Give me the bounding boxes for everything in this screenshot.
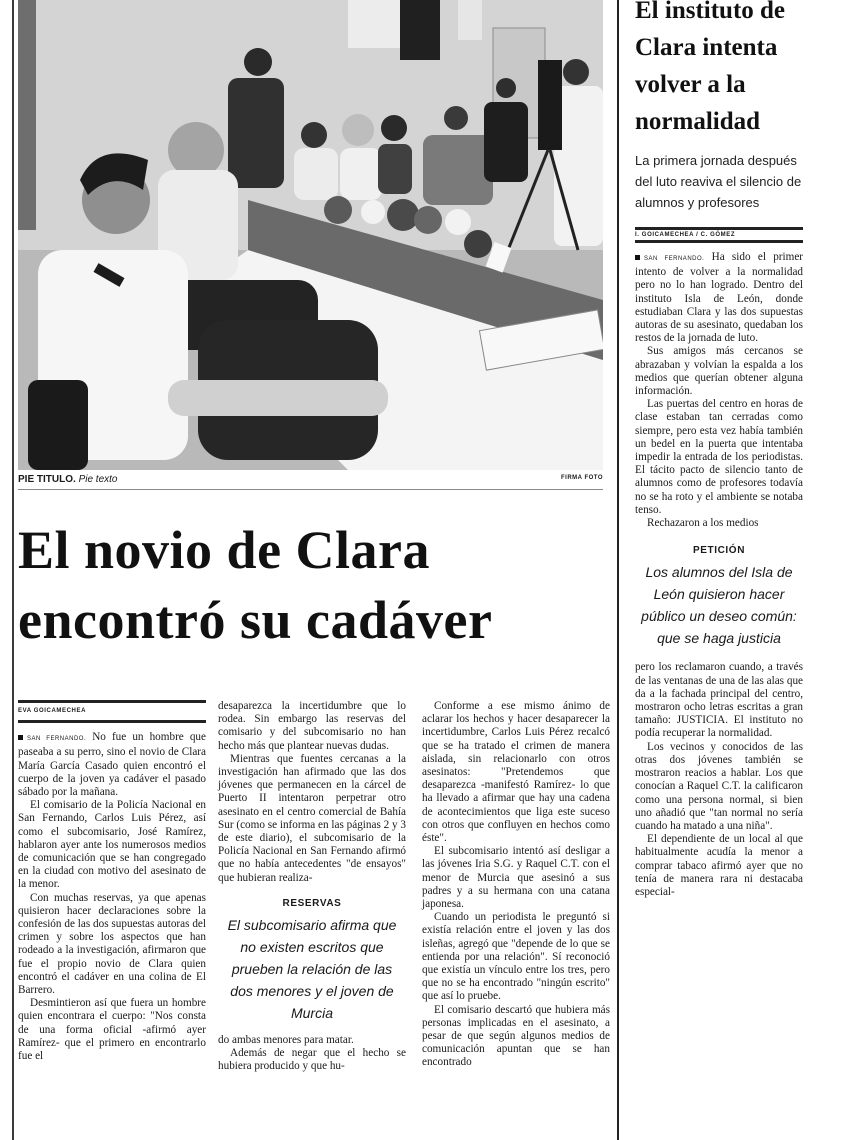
article-paragraph: do ambas menores para matar. <box>218 1034 354 1047</box>
sidebar-article <box>635 0 803 899</box>
article-paragraph <box>18 731 206 799</box>
sidebar-paragraph: Rechazaron a los medios <box>647 517 759 530</box>
bullet-icon <box>635 255 640 260</box>
paragraph-text: No fue un hombre que paseaba a su perro, sino el novio de Clara María García Casado quien encontró el cuerpo de la joven ya cadáver el pasado sábado por la mañana. <box>18 731 206 799</box>
main-headline: El novio de Clara encontró su cadáver <box>18 520 493 650</box>
sidebar-paragraph: Las puertas del centro en horas de clase estaban tan cerradas como siempre, pero esta vez había también un bedel en la puerta que intentaba impedir la entrada de los periodistas. El tácito pacto de silencio tanto de alumnos como de profesores todavía no se ha roto y el ambiente se notaba tenso. <box>635 398 803 516</box>
press-conference-photo <box>18 0 603 470</box>
photo-caption <box>18 474 603 488</box>
pull-quote: El subcomisario afirma que no existen escritos que prueben la relación de las dos menores y el joven de Murcia <box>227 917 397 1022</box>
article-paragraph: Desmintieron así que fuera un hombre quien encontrara el cuerpo: "Nos consta de una forma oficial -afirmó ayer Ramírez- que el primero en encontrarlo fue el <box>18 997 206 1063</box>
article-body <box>18 700 610 1140</box>
sidebar-headline: El instituto de Clara intenta volver a la normalidad <box>635 0 786 135</box>
dateline: SAN FERNANDO. <box>27 736 87 743</box>
sidebar-paragraph <box>635 251 803 345</box>
article-column-1 <box>18 700 206 1063</box>
article-column-2 <box>218 700 406 1074</box>
sidebar-pull-quote: Los alumnos del Isla de León quisieron hacer público un deseo común: que se haga justicia <box>641 564 797 647</box>
sidebar-deck: La primera jornada después del luto reaviva el silencio de alumnos y profesores <box>635 153 802 210</box>
article-column-3 <box>422 700 610 1070</box>
sidebar-paragraph: pero los reclamaron cuando, a través de las ventanas de una de las alas que da a la fachada principal del centro, mostraron ocho letras escritas a gran tamaño: JUSTICIA. El instituto no podía recuperar la normalidad. <box>635 661 803 740</box>
sidebar-paragraph: Los vecinos y conocidos de las otras dos jóvenes también se mostraron reacios a hablar. Los que conocían a Raquel C.T. la calificaron como una persona normal, si bien uno añadió que "tan normal no sería cuando ha matado a una niña". <box>635 740 803 832</box>
article-paragraph: Además de negar que el hecho se hubiera producido y que hu- <box>218 1047 406 1073</box>
caption-divider <box>18 489 603 490</box>
bullet-icon <box>18 735 23 740</box>
article-paragraph: El comisario descartó que hubiera más personas implicadas en el asesinato, a pesar de que según algunos medios de comunicación apuntan que se han encontrado <box>422 1003 610 1069</box>
article-paragraph: Cuando un periodista le preguntó si existía relación entre el joven y las dos isleñas, agregó que "depende de lo que se entienda por una relación". Sí reconoció que existía un vínculo entre los tres, pero que no se ha encontrado "ningún escrito" que así lo pruebe. <box>422 911 610 1003</box>
page-left-border <box>0 0 14 1140</box>
section-subhead: RESERVAS <box>282 897 342 909</box>
dateline: SAN FERNANDO. <box>644 256 705 262</box>
paragraph-text: Ha sido el primer intento de volver a la normalidad pero no lo han logrado. Dentro del instituto Isla de León, donde estudiaban Clara y las dos supuestas autoras de su asesinato, quedaban los restos de la jornada de luto. <box>635 251 804 345</box>
sidebar-paragraph: Sus amigos más cercanos se abrazaban y volvían la espalda a los medios que querían obtener alguna información. <box>635 345 803 398</box>
sidebar-byline: I. GOICAMECHEA / C. GÓMEZ <box>635 227 803 243</box>
article-paragraph: Mientras que fuentes cercanas a la investigación han afirmado que las dos jóvenes que permanecen en la cárcel de Puerto II intentaron perpetrar otro asesinato en el centro comercial de Bahía Sur (como se informa en las páginas 2 y 3 de este diario), el subcomisario de la Policía Nacional en San Fernando afirmó que no había antecedentes "de ensayos" que hubieran realiza- <box>218 752 406 884</box>
article-paragraph: Con muchas reservas, ya que apenas quisieron hacer declaraciones sobre la confesión de las dos supuestas autoras del crimen y sobre los aspectos que han rodeado a la investigación, afirmaron que fue el propio novio de Clara quien encontró el cadáver en una colina de El Barrero. <box>18 891 206 997</box>
sidebar-subhead: PETICIÓN <box>692 545 746 557</box>
sidebar-body <box>635 251 803 899</box>
photo-credit: FIRMA FOTO <box>561 475 603 481</box>
photo-illustration <box>18 0 603 470</box>
caption-lead: PIE TITULO. <box>18 474 76 485</box>
sidebar-paragraph: El dependiente de un local al que habitualmente acudía la menor a comprar tabaco afirmó ayer que no tenía de manera rara ni destacaba especial- <box>635 833 803 898</box>
article-paragraph: Conforme a ese mismo ánimo de aclarar los hechos y hacer desaparecer la incertidumbre, Carlos Luis Pérez recalcó que se ha tratado el crimen de manera aislada, sin relacionarlo con otros asesinatos: "Pretendemos que desaparezca -manifestó Ramírez- lo que ha llevado a afirmar que hay una cadena de acontecimientos que liga este suceso con otros que confluyen en hechos como éste". <box>422 700 610 845</box>
article-byline: EVA GOICAMECHEA <box>18 700 206 723</box>
article-paragraph: El subcomisario intentó así desligar a las jóvenes Iria S.G. y Raquel C.T. con el menor de Murcia que asesinó a sus padres y a su hermana con una catana japonesa. <box>422 845 610 911</box>
article-paragraph: desaparezca la incertidumbre que lo rodea. Sin embargo las reservas del comisario y del subcomisario no han hecho más que plantear nuevas dudas. <box>218 700 406 752</box>
article-paragraph: El comisario de la Policía Nacional en San Fernando, Carlos Luis Pérez, así como el subcomisario, José Ramírez, hablaron ayer ante los numerosos medios de comunicación que se han congregado en la ciudad con motivo del asesinato de la menor. <box>18 799 206 891</box>
caption-text: Pie texto <box>78 474 118 485</box>
